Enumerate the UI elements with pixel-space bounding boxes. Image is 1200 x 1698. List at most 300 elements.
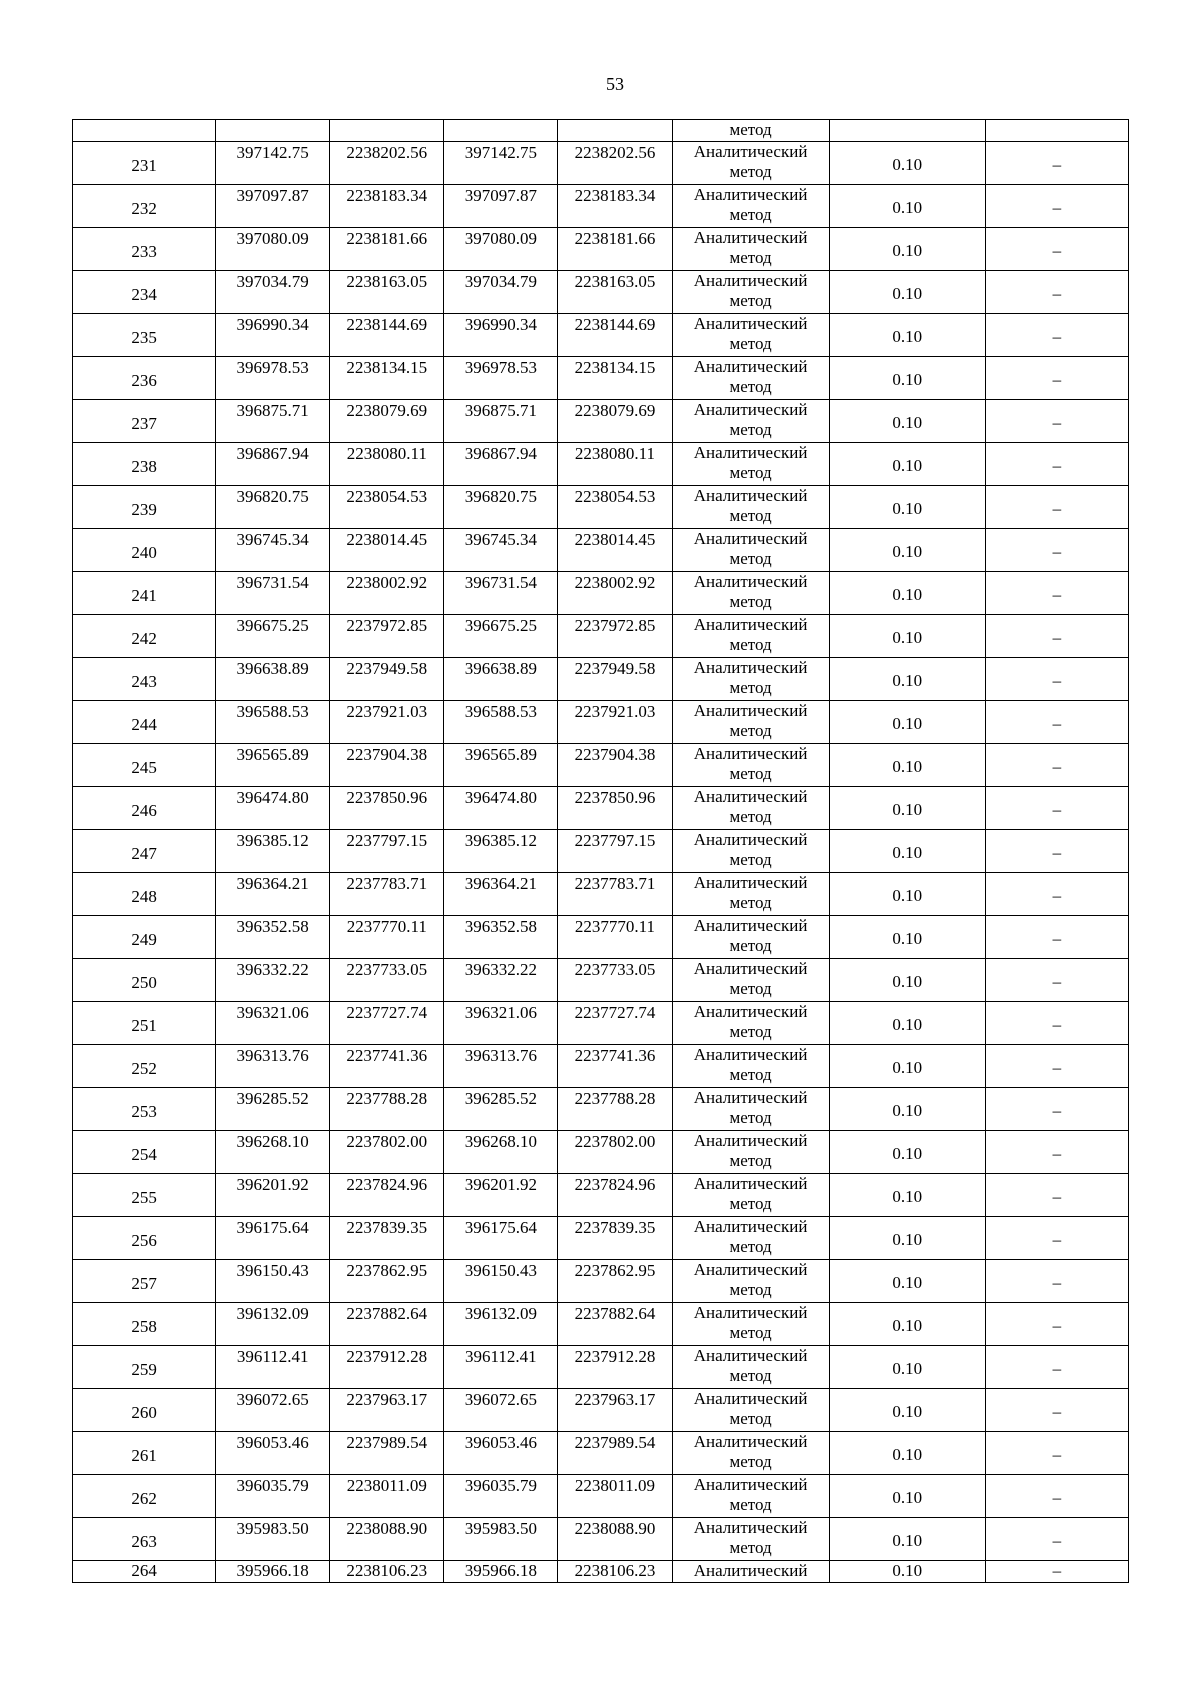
method-cell (672, 787, 829, 830)
y1-cell: 2237741.36 (330, 1045, 444, 1088)
x2-cell: 397142.75 (444, 142, 558, 185)
point-number-cell: 238 (73, 443, 216, 486)
x1-cell: 396565.89 (216, 744, 330, 787)
method-line-2: метод (729, 1194, 772, 1213)
method-line-1: Аналитический (693, 529, 808, 548)
note-cell: – (985, 1475, 1128, 1518)
y1-cell: 2237783.71 (330, 873, 444, 916)
accuracy-cell: 0.10 (829, 787, 985, 830)
y2-cell: 2237904.38 (558, 744, 672, 787)
y2-cell: 2237824.96 (558, 1174, 672, 1217)
x2-cell: 396053.46 (444, 1432, 558, 1475)
x1-cell: 396053.46 (216, 1432, 330, 1475)
method-cell (672, 572, 829, 615)
y2-cell: 2238202.56 (558, 142, 672, 185)
point-number-cell: 255 (73, 1174, 216, 1217)
table-body (73, 120, 1129, 1583)
accuracy-cell: 0.10 (829, 357, 985, 400)
method-cell (672, 1045, 829, 1088)
accuracy-cell: 0.10 (829, 1131, 985, 1174)
y2-cell: 2237850.96 (558, 787, 672, 830)
x2-cell: 396990.34 (444, 314, 558, 357)
table-row (73, 916, 1129, 959)
method-line-2: метод (729, 1151, 772, 1170)
x2-cell: 396132.09 (444, 1303, 558, 1346)
x2-cell: 396112.41 (444, 1346, 558, 1389)
x2-cell: 396072.65 (444, 1389, 558, 1432)
table-row (73, 701, 1129, 744)
table-row (73, 615, 1129, 658)
point-number-cell: 244 (73, 701, 216, 744)
note-cell: – (985, 271, 1128, 314)
method-line-2: метод (729, 506, 772, 525)
method-line-1: Аналитический (693, 271, 808, 290)
method-cell (672, 228, 829, 271)
point-number-cell: 249 (73, 916, 216, 959)
table-row (73, 1045, 1129, 1088)
note-cell: – (985, 443, 1128, 486)
point-number-cell: 234 (73, 271, 216, 314)
method-line-2: метод (729, 205, 772, 224)
y1-cell: 2237733.05 (330, 959, 444, 1002)
x2-cell: 396820.75 (444, 486, 558, 529)
accuracy-cell: 0.10 (829, 615, 985, 658)
table-row (73, 443, 1129, 486)
accuracy-cell: 0.10 (829, 1518, 985, 1561)
method-line-2: метод (729, 592, 772, 611)
x1-cell: 396150.43 (216, 1260, 330, 1303)
y1-cell: 2237972.85 (330, 615, 444, 658)
method-line-2: метод (729, 162, 772, 181)
point-number-cell: 231 (73, 142, 216, 185)
method-line-1: Аналитический (693, 142, 808, 161)
y2-cell: 2238014.45 (558, 529, 672, 572)
table-row (73, 228, 1129, 271)
table-cell-empty (73, 120, 216, 142)
method-line-2: метод (729, 850, 772, 869)
method-cell (672, 830, 829, 873)
point-number-cell: 252 (73, 1045, 216, 1088)
y1-cell: 2238014.45 (330, 529, 444, 572)
accuracy-cell: 0.10 (829, 1432, 985, 1475)
method-cell (672, 1260, 829, 1303)
y1-cell: 2237882.64 (330, 1303, 444, 1346)
x2-cell: 397034.79 (444, 271, 558, 314)
method-cell (672, 615, 829, 658)
x2-cell: 397080.09 (444, 228, 558, 271)
coordinates-table (72, 119, 1129, 1583)
method-line-2: метод (729, 1452, 772, 1471)
y2-cell: 2237783.71 (558, 873, 672, 916)
method-line-1: Аналитический (693, 228, 808, 247)
table-row (73, 1303, 1129, 1346)
method-cell (672, 529, 829, 572)
x1-cell: 397034.79 (216, 271, 330, 314)
method-cell (672, 1432, 829, 1475)
y2-cell: 2237839.35 (558, 1217, 672, 1260)
method-line-1: Аналитический (693, 1389, 808, 1408)
method-line-1: Аналитический (693, 615, 808, 634)
method-line-1: Аналитический (693, 1002, 808, 1021)
y2-cell: 2237963.17 (558, 1389, 672, 1432)
y1-cell: 2237770.11 (330, 916, 444, 959)
x1-cell: 396820.75 (216, 486, 330, 529)
x1-cell: 396745.34 (216, 529, 330, 572)
x2-cell: 396867.94 (444, 443, 558, 486)
method-cell (672, 1002, 829, 1045)
x2-cell: 396285.52 (444, 1088, 558, 1131)
continued-row (73, 120, 1129, 142)
x1-cell: 396385.12 (216, 830, 330, 873)
accuracy-cell: 0.10 (829, 1002, 985, 1045)
method-line-2: метод (729, 678, 772, 697)
y2-cell: 2237912.28 (558, 1346, 672, 1389)
accuracy-cell: 0.10 (829, 744, 985, 787)
x1-cell: 396268.10 (216, 1131, 330, 1174)
x1-cell: 396132.09 (216, 1303, 330, 1346)
table-row (73, 529, 1129, 572)
note-cell: – (985, 959, 1128, 1002)
table-row (73, 185, 1129, 228)
y2-cell: 2237727.74 (558, 1002, 672, 1045)
point-number-cell: 235 (73, 314, 216, 357)
table-row (73, 486, 1129, 529)
x2-cell: 396035.79 (444, 1475, 558, 1518)
y2-cell: 2238134.15 (558, 357, 672, 400)
x1-cell: 396638.89 (216, 658, 330, 701)
method-cell (672, 314, 829, 357)
y1-cell: 2237850.96 (330, 787, 444, 830)
method-line-2: метод (729, 463, 772, 482)
point-number-cell: 251 (73, 1002, 216, 1045)
accuracy-cell: 0.10 (829, 572, 985, 615)
last-row-method_l1-cell: Аналитический (672, 1561, 829, 1583)
note-cell: – (985, 142, 1128, 185)
point-number-cell: 253 (73, 1088, 216, 1131)
method-line-1: Аналитический (693, 572, 808, 591)
method-line-2: метод (729, 248, 772, 267)
note-cell: – (985, 1088, 1128, 1131)
note-cell: – (985, 314, 1128, 357)
accuracy-cell: 0.10 (829, 1303, 985, 1346)
table-cell-empty (216, 120, 330, 142)
point-number-cell: 246 (73, 787, 216, 830)
method-line-1: Аналитический (693, 787, 808, 806)
method-line-2: метод (729, 936, 772, 955)
y2-cell: 2237770.11 (558, 916, 672, 959)
y1-cell: 2237904.38 (330, 744, 444, 787)
x2-cell: 396588.53 (444, 701, 558, 744)
note-cell: – (985, 1002, 1128, 1045)
x1-cell: 396313.76 (216, 1045, 330, 1088)
method-line-2: метод (729, 979, 772, 998)
method-line-1: Аналитический (693, 1518, 808, 1537)
note-cell: – (985, 830, 1128, 873)
x2-cell: 396150.43 (444, 1260, 558, 1303)
y2-cell: 2237741.36 (558, 1045, 672, 1088)
point-number-cell: 261 (73, 1432, 216, 1475)
accuracy-cell: 0.10 (829, 658, 985, 701)
y1-cell: 2237862.95 (330, 1260, 444, 1303)
accuracy-cell: 0.10 (829, 443, 985, 486)
point-number-cell: 245 (73, 744, 216, 787)
table-row (73, 787, 1129, 830)
method-line-2: метод (729, 1022, 772, 1041)
method-line-1: Аналитический (693, 1217, 808, 1236)
y1-cell: 2237802.00 (330, 1131, 444, 1174)
method-cell (672, 1389, 829, 1432)
y2-cell: 2238183.34 (558, 185, 672, 228)
x2-cell: 396875.71 (444, 400, 558, 443)
point-number-cell: 243 (73, 658, 216, 701)
table-row (73, 314, 1129, 357)
x2-cell: 396978.53 (444, 357, 558, 400)
point-number-cell: 232 (73, 185, 216, 228)
note-cell: – (985, 658, 1128, 701)
table-row (73, 1260, 1129, 1303)
method-cell (672, 658, 829, 701)
y2-cell: 2238011.09 (558, 1475, 672, 1518)
x1-cell: 396332.22 (216, 959, 330, 1002)
method-cell (672, 1346, 829, 1389)
x1-cell: 396875.71 (216, 400, 330, 443)
y1-cell: 2237788.28 (330, 1088, 444, 1131)
y1-cell: 2237912.28 (330, 1346, 444, 1389)
accuracy-cell: 0.10 (829, 873, 985, 916)
method-line-1: Аналитический (693, 1475, 808, 1494)
method-cell (672, 400, 829, 443)
table-row (73, 1088, 1129, 1131)
y2-cell: 2237972.85 (558, 615, 672, 658)
y2-cell: 2237989.54 (558, 1432, 672, 1475)
last-row-n-cell: 264 (73, 1561, 216, 1583)
method-line-2: метод (729, 635, 772, 654)
y1-cell: 2237921.03 (330, 701, 444, 744)
x2-cell: 395983.50 (444, 1518, 558, 1561)
x1-cell: 396588.53 (216, 701, 330, 744)
note-cell: – (985, 1303, 1128, 1346)
last-row-accuracy-cell: 0.10 (829, 1561, 985, 1583)
method-line-2: метод (729, 334, 772, 353)
note-cell: – (985, 701, 1128, 744)
method-cell (672, 1174, 829, 1217)
y1-cell: 2237824.96 (330, 1174, 444, 1217)
point-number-cell: 242 (73, 615, 216, 658)
accuracy-cell: 0.10 (829, 1088, 985, 1131)
y2-cell: 2238080.11 (558, 443, 672, 486)
x2-cell: 396474.80 (444, 787, 558, 830)
table-row (73, 1217, 1129, 1260)
method-line-1: Аналитический (693, 1088, 808, 1107)
method-line-2: метод (729, 1323, 772, 1342)
accuracy-cell: 0.10 (829, 1174, 985, 1217)
accuracy-cell: 0.10 (829, 916, 985, 959)
method-cell (672, 1475, 829, 1518)
point-number-cell: 262 (73, 1475, 216, 1518)
method-line-1: Аналитический (693, 1131, 808, 1150)
point-number-cell: 247 (73, 830, 216, 873)
method-line-2: метод (729, 721, 772, 740)
method-cell (672, 185, 829, 228)
page-number: 53 (606, 74, 624, 94)
accuracy-cell: 0.10 (829, 1260, 985, 1303)
accuracy-cell: 0.10 (829, 314, 985, 357)
x1-cell: 396990.34 (216, 314, 330, 357)
method-cell (672, 744, 829, 787)
y2-cell: 2237862.95 (558, 1260, 672, 1303)
x2-cell: 396313.76 (444, 1045, 558, 1088)
point-number-cell: 257 (73, 1260, 216, 1303)
method-cell (672, 443, 829, 486)
method-line-2: метод (729, 1280, 772, 1299)
point-number-cell: 248 (73, 873, 216, 916)
point-number-cell: 259 (73, 1346, 216, 1389)
note-cell: – (985, 529, 1128, 572)
method-cell (672, 916, 829, 959)
method-line-2: метод (729, 1108, 772, 1127)
method-cell (672, 486, 829, 529)
y2-cell: 2238079.69 (558, 400, 672, 443)
note-cell: – (985, 1217, 1128, 1260)
table-row (73, 744, 1129, 787)
y1-cell: 2238011.09 (330, 1475, 444, 1518)
table-row (73, 830, 1129, 873)
last-row-x2-cell: 395966.18 (444, 1561, 558, 1583)
note-cell: – (985, 486, 1128, 529)
x1-cell: 396731.54 (216, 572, 330, 615)
note-cell: – (985, 1389, 1128, 1432)
point-number-cell: 250 (73, 959, 216, 1002)
y2-cell: 2238088.90 (558, 1518, 672, 1561)
method-line-1: Аналитический (693, 701, 808, 720)
note-cell: – (985, 400, 1128, 443)
x1-cell: 396175.64 (216, 1217, 330, 1260)
method-cell (672, 1518, 829, 1561)
y1-cell: 2238079.69 (330, 400, 444, 443)
method-cell (672, 701, 829, 744)
accuracy-cell: 0.10 (829, 1346, 985, 1389)
y1-cell: 2238088.90 (330, 1518, 444, 1561)
method-line-1: Аналитический (693, 185, 808, 204)
x1-cell: 396364.21 (216, 873, 330, 916)
y1-cell: 2238054.53 (330, 486, 444, 529)
point-number-cell: 254 (73, 1131, 216, 1174)
note-cell: – (985, 787, 1128, 830)
x1-cell: 396675.25 (216, 615, 330, 658)
method-line-1: Аналитический (693, 443, 808, 462)
x2-cell: 396352.58 (444, 916, 558, 959)
table-cell-empty (444, 120, 558, 142)
x2-cell: 396385.12 (444, 830, 558, 873)
y2-cell: 2237788.28 (558, 1088, 672, 1131)
y1-cell: 2238202.56 (330, 142, 444, 185)
table-row (73, 873, 1129, 916)
y2-cell: 2237921.03 (558, 701, 672, 744)
y1-cell: 2238002.92 (330, 572, 444, 615)
accuracy-cell: 0.10 (829, 1045, 985, 1088)
method-line-2: метод (729, 1495, 772, 1514)
method-line-1: Аналитический (693, 1346, 808, 1365)
y2-cell: 2237802.00 (558, 1131, 672, 1174)
note-cell: – (985, 1045, 1128, 1088)
y1-cell: 2237989.54 (330, 1432, 444, 1475)
method-line-1: Аналитический (693, 1303, 808, 1322)
note-cell: – (985, 1260, 1128, 1303)
note-cell: – (985, 1432, 1128, 1475)
note-cell: – (985, 744, 1128, 787)
table-cell-empty (330, 120, 444, 142)
method-line-1: Аналитический (693, 357, 808, 376)
x1-cell: 396112.41 (216, 1346, 330, 1389)
table-row (73, 1002, 1129, 1045)
method-line-2: метод (729, 807, 772, 826)
table-cell-empty (558, 120, 672, 142)
table-row (73, 1346, 1129, 1389)
method-cell (672, 1131, 829, 1174)
method-line-1: Аналитический (693, 314, 808, 333)
y2-cell: 2238002.92 (558, 572, 672, 615)
point-number-cell: 236 (73, 357, 216, 400)
method-line-2: метод (729, 549, 772, 568)
x1-cell: 396285.52 (216, 1088, 330, 1131)
last-row-x1-cell: 395966.18 (216, 1561, 330, 1583)
method-line-1: Аналитический (693, 1432, 808, 1451)
point-number-cell: 263 (73, 1518, 216, 1561)
x2-cell: 396268.10 (444, 1131, 558, 1174)
x2-cell: 397097.87 (444, 185, 558, 228)
note-cell: – (985, 1131, 1128, 1174)
y1-cell: 2238163.05 (330, 271, 444, 314)
method-line-1: Аналитический (693, 830, 808, 849)
method-line-2: метод (729, 1065, 772, 1084)
x1-cell: 396867.94 (216, 443, 330, 486)
y1-cell: 2238181.66 (330, 228, 444, 271)
method-line-1: Аналитический (693, 400, 808, 419)
point-number-cell: 241 (73, 572, 216, 615)
method-cell (672, 873, 829, 916)
accuracy-cell: 0.10 (829, 701, 985, 744)
y1-cell: 2238144.69 (330, 314, 444, 357)
y2-cell: 2238144.69 (558, 314, 672, 357)
y1-cell: 2237797.15 (330, 830, 444, 873)
x2-cell: 396201.92 (444, 1174, 558, 1217)
note-cell: – (985, 357, 1128, 400)
y2-cell: 2237949.58 (558, 658, 672, 701)
y2-cell: 2238163.05 (558, 271, 672, 314)
x1-cell: 396321.06 (216, 1002, 330, 1045)
y1-cell: 2237727.74 (330, 1002, 444, 1045)
note-cell: – (985, 916, 1128, 959)
method-line-2: метод (729, 893, 772, 912)
method-line-1: Аналитический (693, 1045, 808, 1064)
y1-cell: 2238183.34 (330, 185, 444, 228)
table-row-last (73, 1561, 1129, 1583)
x1-cell: 397080.09 (216, 228, 330, 271)
table-row (73, 142, 1129, 185)
x1-cell: 396072.65 (216, 1389, 330, 1432)
accuracy-cell: 0.10 (829, 529, 985, 572)
note-cell: – (985, 228, 1128, 271)
accuracy-cell: 0.10 (829, 400, 985, 443)
y1-cell: 2237963.17 (330, 1389, 444, 1432)
x1-cell: 396035.79 (216, 1475, 330, 1518)
x2-cell: 396731.54 (444, 572, 558, 615)
table-row (73, 357, 1129, 400)
last-row-note-cell: – (985, 1561, 1128, 1583)
point-number-cell: 237 (73, 400, 216, 443)
method-line-1: Аналитический (693, 916, 808, 935)
note-cell: – (985, 873, 1128, 916)
